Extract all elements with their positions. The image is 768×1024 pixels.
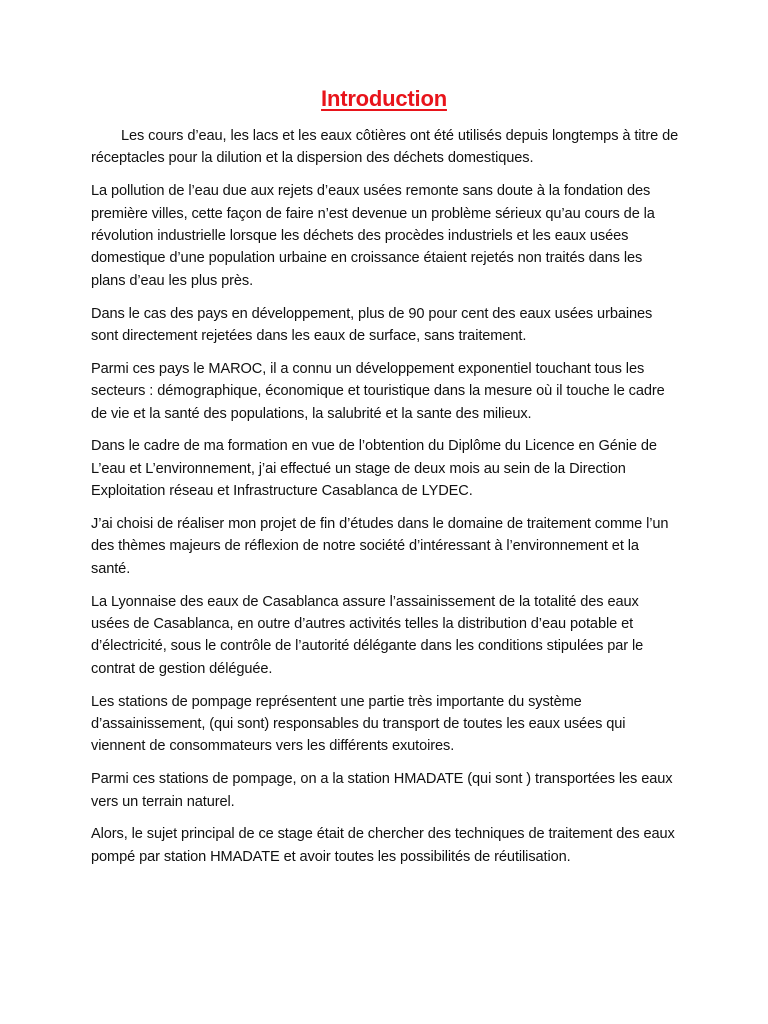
page-title: Introduction [321, 86, 447, 111]
paragraph-6: J’ai choisi de réaliser mon projet de fin d’études dans le domaine de traitement comme l’un des thèmes majeurs de réflexion de notre société d’intéressant à l’environnement et la santé. [91, 516, 669, 577]
paragraph-8: Les stations de pompage représentent une partie très importante du système d’assainissement, (qui sont) responsables du transport de toutes les eaux usées qui viennent de consommateurs vers les différents exutoires. [91, 693, 626, 755]
paragraph-2: La pollution de l’eau due aux rejets d’eaux usées remonte sans doute à la fondation des première villes, cette façon de faire n’est devenue un problème sérieux qu’au cours de la révolution industrielle lorsque les déchets des procèdes industriels et les eaux usées domestique d’une population urbaine en croissance étaient rejetés non traités dans les plans d’eau les plus près. [91, 183, 655, 289]
paragraph-5: Dans le cadre de ma formation en vue de l’obtention du Diplôme du Licence en Génie de L’eau et L’environnement, j’ai effectué un stage de deux mois au sein de la Direction Exploitation réseau et Infrastructure Casablanca de LYDEC. [91, 438, 657, 500]
paragraph-4: Parmi ces pays le MAROC, il a connu un développement exponentiel touchant tous les secteurs : démographique, économique et touristique dans la mesure où il touche le cadre de vie et la santé des populations, la salubrité et la sante des milieux. [91, 360, 665, 422]
paragraph-7: La Lyonnaise des eaux de Casablanca assure l’assainissement de la totalité des eaux usées de Casablanca, en outre d’autres activités telles la distribution d’eau potable et d’électricité, sous le contrôle de l’autorité délégante dans les conditions stipulées par le contrat de gestion déléguée. [91, 593, 644, 677]
paragraph-1: Les cours d’eau, les lacs et les eaux côtières ont été utilisés depuis longtemps à titre de réceptacles pour la dilution et la dispersion des déchets domestiques. [91, 128, 679, 167]
document-body [91, 125, 679, 879]
paragraph-10: Alors, le sujet principal de ce stage était de chercher des techniques de traitement des eaux pompé par station HMADATE et avoir toutes les possibilités de réutilisation. [91, 826, 675, 865]
paragraph-9: Parmi ces stations de pompage, on a la station HMADATE (qui sont ) transportées les eaux vers un terrain naturel. [91, 771, 673, 810]
paragraph-3: Dans le cas des pays en développement, plus de 90 pour cent des eaux usées urbaines sont directement rejetées dans les eaux de surface, sans traitement. [91, 305, 653, 345]
